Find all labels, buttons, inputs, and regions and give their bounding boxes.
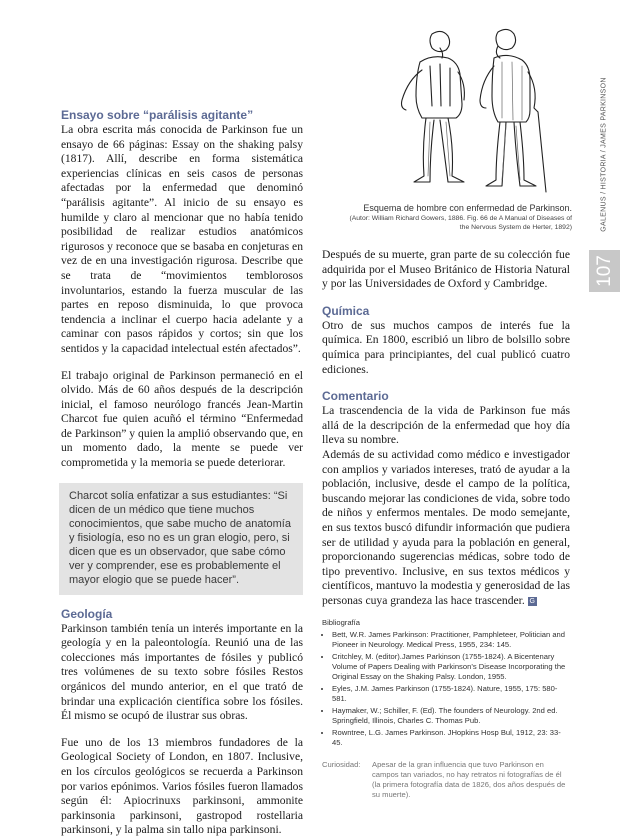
caption-main: Esquema de hombre con enfermedad de Parkinson. [363, 203, 572, 213]
heading-comment: Comentario [322, 389, 389, 404]
running-head [589, 60, 620, 248]
heading-essay: Ensayo sobre “parálisis agitante” [61, 108, 254, 122]
essay-paragraph: La obra escrita más conocida de Parkinson fue un ensayo de 66 páginas: Essay on the shaking palsy (1817). Allí, describe en forma sistemática experiencias clínicas en seis casos de personas afectadas por la enfermedad que denominó “parálisis agitante”. Al inicio de su ensayo es humilde y claro al mencionar que no había tenido posibilidad de realizar estudios anatómicos rigurosos y reconoce que se basaba en conjeturas en vez de en una investigación rigurosa. Describe que se trata de “movimientos temblorosos involuntarios, estando la fuerza muscular de las partes en reposo disminuida, lo que provoca tendencia a inclinar el cuerpo hacia adelante y a caminar con pasos rápidos y cortos; sin que los sentidos y la capacidad intelectual estén afectados”. [61, 123, 303, 355]
heading-chemistry: Química [322, 303, 370, 318]
bibliography-item: • Critchley, M. (editor).James Parkinson (1755-1824). A Bicentenary Volume of Papers Dealing with Parkinson’s Disease Incorporating the Original Essay on the Shaking Palsy. London, 1955. [332, 652, 570, 682]
comment-paragraph-2 [322, 448, 570, 609]
society-paragraph: Fue uno de los 13 miembros fundadores de la Geological Society of London, en 1807. Inclusive, en los círculos geológicos se recuerda a Parkinson por varios epónimos. Varios fósiles fueron llamados según él: Apiocrinuxs parkinsoni, ammonite parkinsonia parkinsoni, gastropod rostellaria parkinsoni, y la palma sin tallo nipa parkinsoni. [61, 735, 303, 837]
running-head-text: GALENUS / HISTORIA / JAMES PARKINSON [601, 76, 608, 232]
left-column [61, 108, 303, 838]
bibliography-title: Bibliografía [322, 618, 360, 628]
collection-paragraph: Después de su muerte, gran parte de su colección fue adquirida por el Museo Británico de Historia Natural y por las Universidades de Oxford y Cambridge. [322, 248, 570, 291]
comment-text: Además de su actividad como médico e investigador con amplios y variados intereses, trató de ayudar a la población, inclusive, desde el campo de la política, buscando mejorar las condiciones de vida, sobre todo de niños y enfermos mentales. De modo semejante, en sus textos buscó difundir información que pudiera ser de utilidad y ayuda para la población en general, proporcionando sugerencias médicas, sobre todo de tipo preventivo. Inclusive, en sus textos médicos y científicos, mantuvo la modestia y generosidad de las personas cuya grandeza las hace trascender. [322, 447, 570, 607]
chemistry-paragraph: Otro de sus muchos campos de interés fue la química. En 1800, escribió un libro de bolsillo sobre química para principiantes, del cual publicó cuatro ediciones. [322, 318, 570, 376]
charcot-paragraph: El trabajo original de Parkinson permaneció en el olvido. Más de 60 años después de la descripción inicial, el famoso neurólogo francés Jean-Martin Charcot fue quien acuñó el término “Enfermedad de Parkinson” y quien la amplió observando que, en un momento dado, la mente se puede ver comprometida y la memoria se puede deteriorar. [61, 368, 303, 470]
geology-paragraph: Parkinson también tenía un interés importante en la geología y en la paleontología. Reunió una de las colecciones más importantes de fósiles y publicó tres volúmenes de su texto sobre fósiles Restos orgánicos del mundo anterior, en el que trató de brindar una explicación científica sobre los fósiles. Él mismo se ocupó de ilustrar sus obras. [61, 621, 303, 723]
parkinson-illustration [370, 22, 570, 202]
bibliography-item: • Rowntree, L.G. James Parkinson. JHopkins Hosp Bul, 1912, 23: 33-45. [332, 728, 570, 748]
comment-paragraph-1: La trascendencia de la vida de Parkinson fue más allá de la descripción de la enfermedad que hoy día lleva su nombre. [322, 404, 570, 447]
page-number: 107 [593, 255, 615, 287]
caption-credit: (Autor: William Richard Gowers, 1886. Fig. 66 de A Manual of Diseases of the Nervous System de Herter, 1892) [349, 215, 572, 231]
figure-caption [346, 203, 572, 232]
curiosity-note [322, 760, 570, 800]
charcot-quote: Charcot solía enfatizar a sus estudiantes: “Si dicen de un médico que tiene muchos conocimientos, que sabe mucho de anatomía y fisiología, eso no es un gran elogio, pero, si dicen que es un observador, que sabe cómo ver y comprender, ese es probablemente el mayor elogio que se puede hacer”. [59, 483, 303, 595]
bibliography-list [322, 630, 570, 748]
right-column [322, 248, 570, 800]
bibliography-item: • Eyles, J.M. James Parkinson (1755-1824). Nature, 1955, 175: 580-581. [332, 684, 570, 704]
bibliography [322, 618, 570, 748]
bibliography-item: • Haymaker, W.; Schiller, F. (Ed). The founders of Neurology. 2nd ed. Springfield, Illinois, Charles C. Thomas Pub. [332, 706, 570, 726]
bibliography-item: • Bett, W.R. James Parkinson: Practitioner, Pamphleteer, Politician and Pioneer in Neurology. Medical Press, 1955, 234: 145. [332, 630, 570, 650]
end-mark-icon: G [529, 597, 535, 605]
page-number-tab [589, 250, 620, 292]
curiosity-label: Curiosidad: [322, 760, 361, 770]
curiosity-text: Apesar de la gran influencia que tuvo Parkinson en campos tan variados, no hay retratos ni fotografías de él (la primera fotografía data de 1826, dos años después de su muerte). [372, 760, 566, 800]
heading-geology: Geología [61, 606, 113, 621]
